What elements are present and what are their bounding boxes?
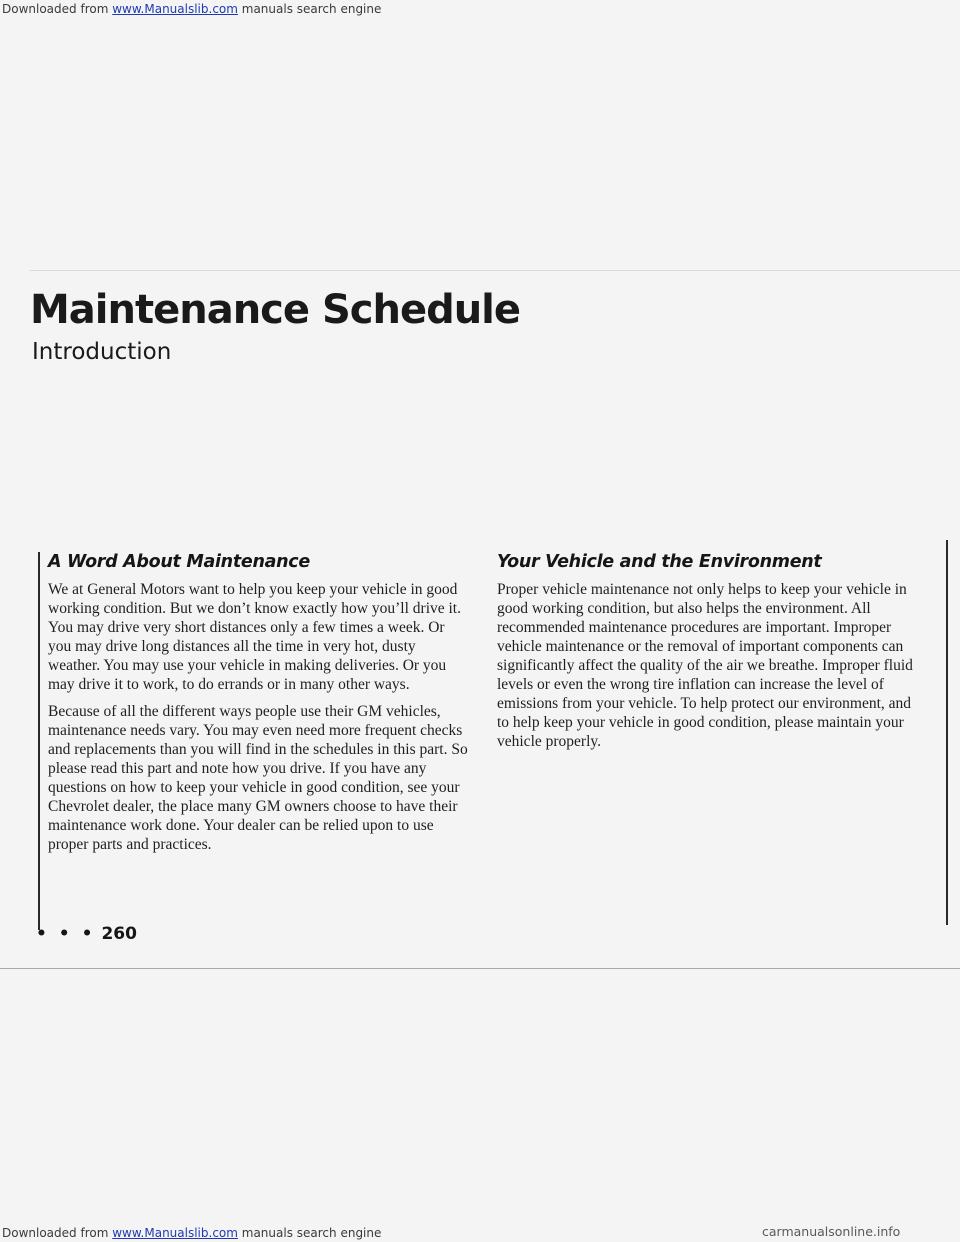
download-header <box>2 2 960 16</box>
manualslib-link[interactable]: www.Manualslib.com <box>112 2 238 16</box>
page-subtitle: Introduction <box>32 339 172 365</box>
section-heading-environment: Your Vehicle and the Environment <box>497 552 822 572</box>
section-heading-maintenance: A Word About Maintenance <box>48 552 310 572</box>
download-suffix: manuals search engine <box>237 2 382 16</box>
paragraph: We at General Motors want to help you keep your vehicle in good working condition. But we don’t know exactly how you’ll drive it. You may drive very short distances only a few times a week. Or you may drive long distances all the time in very hot, dusty weather. You may use your vehicle in making deliveries. Or you may drive it to work, to do errands or in many other ways. <box>48 581 461 694</box>
top-divider <box>30 270 960 271</box>
paragraph: Because of all the different ways people use their GM vehicles, maintenance needs vary. You may even need more frequent checks and replacements than you will find in the schedules in this part. So please read this part and note how you drive. If you have any questions on how to keep your vehicle in good condition, see your Chevrolet dealer, the place many GM owners choose to have their maintenance work done. Your dealer can be relied upon to use proper parts and practices. <box>48 703 468 854</box>
right-column <box>497 552 917 759</box>
download-prefix: Downloaded from <box>2 1226 113 1240</box>
manualslib-link[interactable]: www.Manualslib.com <box>112 1226 238 1240</box>
page-dots: • • • <box>36 924 96 944</box>
bottom-divider <box>0 968 960 969</box>
right-column-bar <box>946 540 948 925</box>
watermark: carmanualsonline.info <box>762 1224 901 1239</box>
download-prefix: Downloaded from <box>2 2 113 16</box>
left-column <box>48 552 468 862</box>
page-number-value: 260 <box>101 924 137 944</box>
page-title: Maintenance Schedule <box>30 287 521 333</box>
download-suffix: manuals search engine <box>237 1226 382 1240</box>
paragraph: Proper vehicle maintenance not only helps to keep your vehicle in good working condition, but also helps the environment. All recommended maintenance procedures are important. Improper vehicle maintenance or the removal of important components can significantly affect the quality of the air we breathe. Improper fluid levels or even the wrong tire inflation can increase the level of emissions from your vehicle. To help protect our environment, and to help keep your vehicle in good condition, please maintain your vehicle properly. <box>497 581 913 751</box>
left-column-bar <box>38 552 40 930</box>
page-number <box>36 924 137 944</box>
